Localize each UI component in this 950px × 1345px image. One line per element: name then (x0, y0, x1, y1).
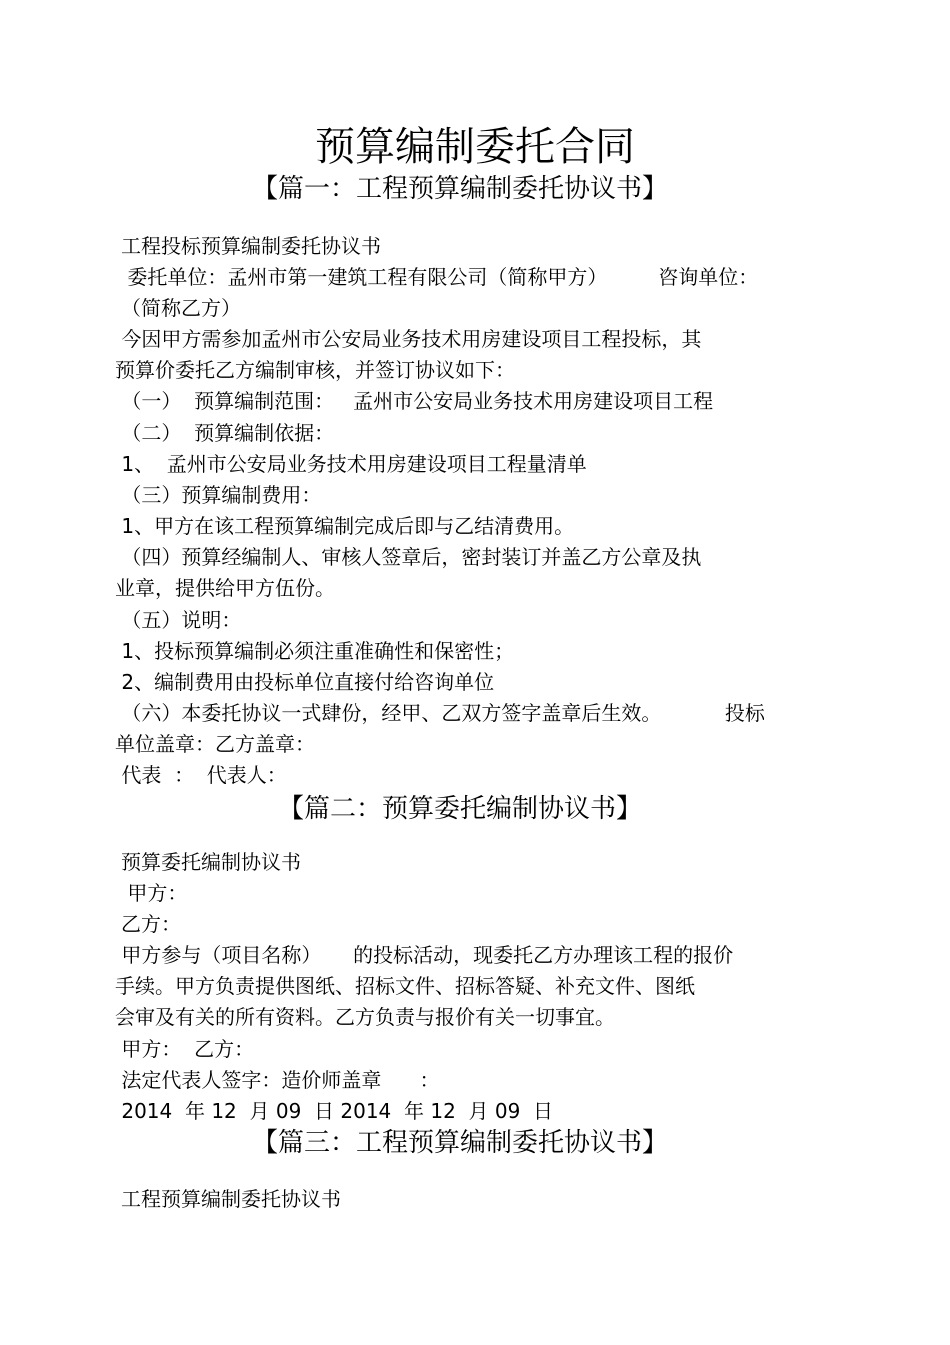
paragraph-line: 工程预算编制委托协议书 (121, 1187, 341, 1211)
paragraph-line: 单位盖章：乙方盖章： (115, 732, 315, 756)
paragraph-line: （五）说明： (115, 608, 242, 632)
paragraph-line: 2、编制费用由投标单位直接付给咨询单位 (115, 670, 495, 694)
paragraph-line: 乙方： (121, 912, 181, 936)
paragraph-line: 甲方参与（项目名称） 的投标活动，现委托乙方办理该工程的报价 (115, 943, 734, 967)
paragraph-line: （一） 预算编制范围： 孟州市公安局业务技术用房建设项目工程 (115, 389, 714, 413)
paragraph-line: 预算价委托乙方编制审核，并签订协议如下： (115, 358, 515, 382)
paragraph-line: （四）预算经编制人、审核人签章后，密封装订并盖乙方公章及执 (115, 545, 702, 569)
paragraph-line: （二） 预算编制依据： (115, 421, 335, 445)
paragraph-line: 1、甲方在该工程预算编制完成后即与乙结清费用。 (115, 514, 575, 538)
paragraph-line: 工程投标预算编制委托协议书 (121, 234, 381, 258)
section-heading-1: 【篇一：工程预算编制委托协议书】 (251, 174, 668, 204)
paragraph-line: 2014 年 12 月 09 日 2014 年 12 月 09 日 (115, 1099, 554, 1123)
paragraph-line: 会审及有关的所有资料。乙方负责与报价有关一切事宜。 (115, 1005, 615, 1029)
document-title: 预算编制委托合同 (315, 124, 635, 170)
section-heading-3: 【篇三：工程预算编制委托协议书】 (251, 1128, 668, 1158)
paragraph-line: 今因甲方需参加孟州市公安局业务技术用房建设项目工程投标，其 (115, 327, 702, 351)
paragraph-line: 1、 孟州市公安局业务技术用房建设项目工程量清单 (115, 452, 587, 476)
paragraph-line: 手续。甲方负责提供图纸、招标文件、招标答疑、补充文件、图纸 (115, 974, 695, 998)
paragraph-line: （六）本委托协议一式肆份，经甲、乙双方签字盖章后生效。 投标 (115, 701, 765, 725)
paragraph-line: 1、投标预算编制必须注重准确性和保密性； (115, 639, 515, 663)
paragraph-line: （三）预算编制费用： (115, 483, 322, 507)
paragraph-line: 法定代表人签字：造价师盖章 ： (115, 1068, 440, 1092)
paragraph-line: 委托单位：孟州市第一建筑工程有限公司（简称甲方） 咨询单位： (121, 265, 759, 289)
paragraph-line: 预算委托编制协议书 (121, 850, 301, 874)
paragraph-line: 甲方： 乙方： (115, 1037, 255, 1061)
paragraph-line: 甲方： (121, 881, 188, 905)
paragraph-line: 业章，提供给甲方伍份。 (115, 576, 335, 600)
paragraph-line: 代表 ： 代表人： (115, 763, 287, 787)
section-heading-2: 【篇二：预算委托编制协议书】 (277, 794, 642, 824)
paragraph-line: （简称乙方） (121, 296, 241, 320)
